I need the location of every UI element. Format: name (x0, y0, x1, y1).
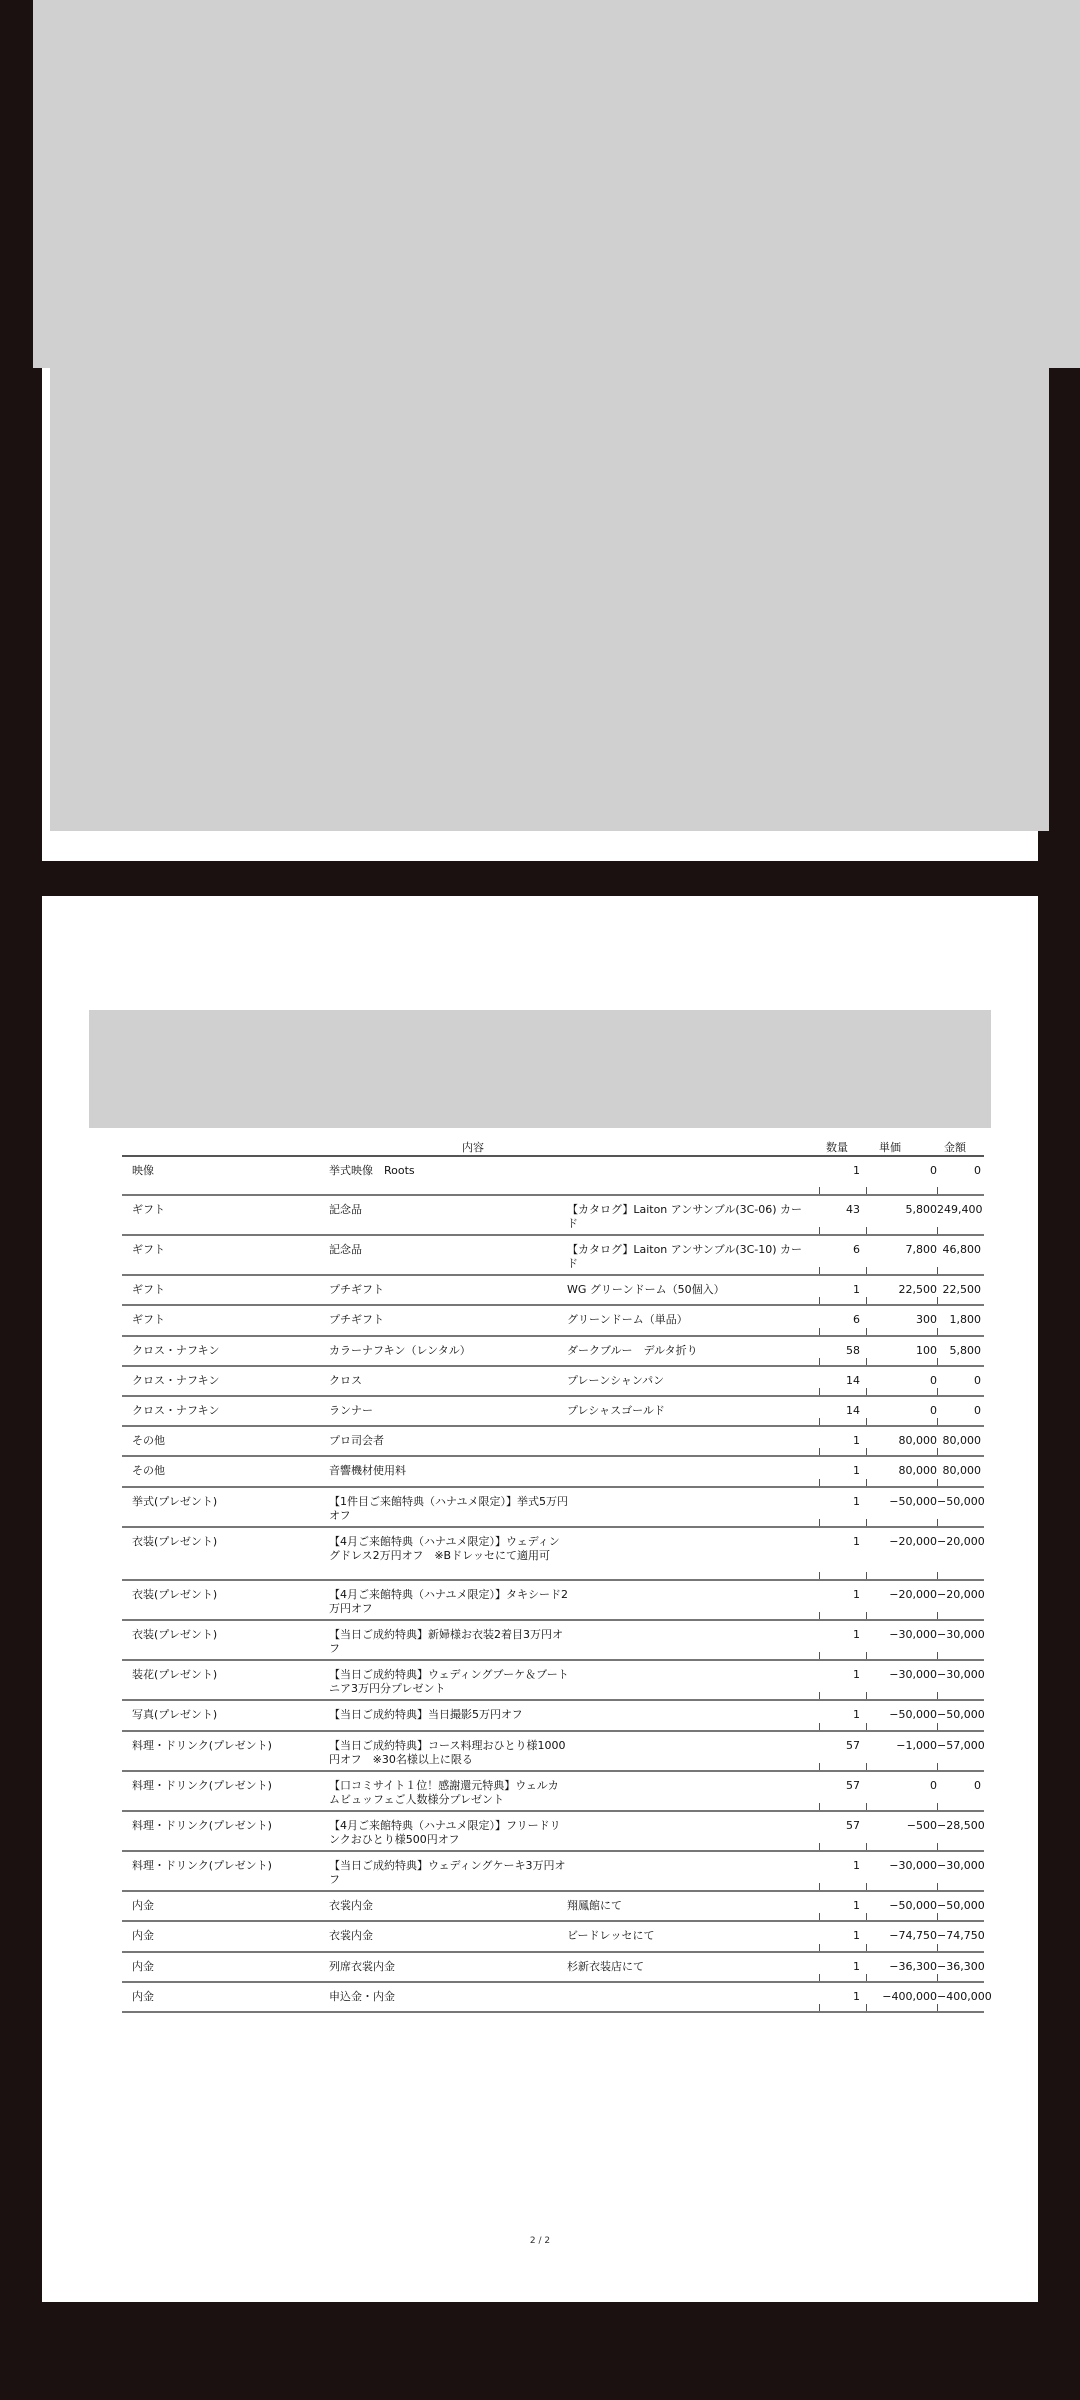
row-unit-price: 80,000 (898, 1434, 937, 1447)
row-amount: 46,800 (942, 1243, 981, 1256)
page-2 (42, 896, 1038, 2302)
column-divider-tick (866, 1652, 867, 1659)
row-unit-price: −30,000 (889, 1668, 937, 1681)
row-category: 衣装(プレゼント) (132, 1628, 218, 1641)
row-quantity: 1 (853, 1434, 860, 1447)
column-divider-tick (866, 1913, 867, 1920)
column-divider-tick (866, 1723, 867, 1730)
row-item: 衣裳内金 (329, 1929, 373, 1942)
column-divider-tick (866, 1297, 867, 1304)
column-divider-tick (866, 1358, 867, 1365)
row-category: ギフト (132, 1283, 165, 1296)
row-amount: 249,400 (937, 1203, 983, 1216)
row-category: クロス・ナフキン (132, 1404, 220, 1417)
row-category: ギフト (132, 1313, 165, 1326)
header-unit-price: 単価 (879, 1141, 901, 1154)
column-divider-tick (819, 1388, 820, 1395)
row-unit-price: −500 (906, 1819, 937, 1832)
row-amount: −50,000 (937, 1708, 985, 1721)
row-item: カラーナフキン（レンタル） (329, 1344, 471, 1357)
row-quantity: 1 (853, 1668, 860, 1681)
row-category: ギフト (132, 1243, 165, 1256)
column-divider-tick (937, 1358, 938, 1365)
row-detail: プレーンシャンパン (567, 1374, 665, 1387)
column-divider-tick (937, 1803, 938, 1810)
row-item: 衣裳内金 (329, 1899, 373, 1912)
column-divider-tick (937, 1479, 938, 1486)
row-item: 【1件目ご来館特典（ハナユメ限定）】挙式5万円オフ (329, 1495, 569, 1522)
row-unit-price: 100 (916, 1344, 937, 1357)
row-item: 音響機材使用料 (329, 1464, 406, 1477)
header-qty: 数量 (826, 1141, 848, 1154)
row-unit-price: −30,000 (889, 1628, 937, 1641)
table-row (122, 1397, 984, 1427)
row-item: 【当日ご成約特典】ウェディングケーキ3万円オフ (329, 1859, 566, 1886)
column-divider-tick (866, 1612, 867, 1619)
column-divider-tick (866, 1883, 867, 1890)
column-divider-tick (819, 1974, 820, 1981)
column-divider-tick (819, 1297, 820, 1304)
row-amount: −74,750 (937, 1929, 985, 1942)
row-item: 【当日ご成約特典】コース料理おひとり様1000円オフ ※30名様以上に限る (329, 1739, 566, 1766)
column-divider-tick (937, 1519, 938, 1526)
table-row (122, 1488, 984, 1528)
column-divider-tick (937, 1572, 938, 1579)
row-unit-price: −30,000 (889, 1859, 937, 1872)
row-detail: ビードレッセにて (567, 1929, 655, 1942)
column-divider-tick (819, 1944, 820, 1951)
column-divider-tick (866, 1944, 867, 1951)
redacted-block-middle (50, 368, 1049, 831)
row-quantity: 1 (853, 1990, 860, 2003)
row-amount: 0 (974, 1374, 981, 1387)
row-unit-price: −36,300 (889, 1960, 937, 1973)
row-quantity: 43 (846, 1203, 860, 1216)
table-row (122, 1812, 984, 1852)
table-row (122, 1276, 984, 1306)
row-quantity: 1 (853, 1464, 860, 1477)
row-item: 挙式映像 Roots (329, 1164, 415, 1177)
row-item: 列席衣裳内金 (329, 1960, 395, 1973)
table-header (122, 1137, 984, 1157)
row-category: 料理・ドリンク(プレゼント) (132, 1859, 272, 1872)
row-category: 衣装(プレゼント) (132, 1588, 218, 1601)
row-unit-price: 300 (916, 1313, 937, 1326)
row-category: 写真(プレゼント) (132, 1708, 218, 1721)
row-detail: 翔鳳館にて (567, 1899, 622, 1912)
row-category: 内金 (132, 1899, 154, 1912)
row-amount: −50,000 (937, 1495, 985, 1508)
row-category: 料理・ドリンク(プレゼント) (132, 1819, 272, 1832)
row-unit-price: 7,800 (905, 1243, 937, 1256)
row-unit-price: −400,000 (882, 1990, 937, 2003)
column-divider-tick (819, 1358, 820, 1365)
row-unit-price: −74,750 (889, 1929, 937, 1942)
table-row (122, 1852, 984, 1892)
row-quantity: 1 (853, 1535, 860, 1548)
row-item: 【当日ご成約特典】新婦様お衣装2着目3万円オフ (329, 1628, 563, 1655)
row-amount: 80,000 (942, 1434, 981, 1447)
column-divider-tick (819, 1227, 820, 1234)
row-unit-price: −20,000 (889, 1588, 937, 1601)
table-row (122, 1953, 984, 1983)
row-unit-price: 0 (930, 1779, 937, 1792)
row-item: 【4月ご来館特典（ハナユメ限定）】フリードリンクおひとり様500円オフ (329, 1819, 561, 1846)
row-detail: 杉新衣装店にて (567, 1960, 644, 1973)
row-amount: 22,500 (942, 1283, 981, 1296)
row-item: 記念品 (329, 1243, 362, 1256)
table-row (122, 1367, 984, 1397)
column-divider-tick (819, 1572, 820, 1579)
column-divider-tick (937, 1448, 938, 1455)
column-divider-tick (937, 1723, 938, 1730)
row-quantity: 57 (846, 1819, 860, 1832)
row-detail: WG グリーンドーム（50個入） (567, 1283, 725, 1296)
table-body (122, 1157, 992, 2013)
row-unit-price: −1,000 (896, 1739, 937, 1752)
row-item: 【4月ご来館特典（ハナユメ限定）】ウェディングドレス2万円オフ ※Bドレッセにて適用可 (329, 1535, 560, 1562)
row-quantity: 1 (853, 1708, 860, 1721)
column-divider-tick (937, 1883, 938, 1890)
row-category: 内金 (132, 1929, 154, 1942)
row-category: クロス・ナフキン (132, 1344, 220, 1357)
column-divider-tick (866, 1843, 867, 1850)
row-category: クロス・ナフキン (132, 1374, 220, 1387)
row-unit-price: −50,000 (889, 1708, 937, 1721)
column-divider-tick (866, 1328, 867, 1335)
row-amount: −36,300 (937, 1960, 985, 1973)
row-amount: 0 (974, 1779, 981, 1792)
row-item: 申込金・内金 (329, 1990, 395, 2003)
column-divider-tick (937, 1843, 938, 1850)
row-category: 装花(プレゼント) (132, 1668, 218, 1681)
row-unit-price: 80,000 (898, 1464, 937, 1477)
column-divider-tick (937, 1267, 938, 1274)
row-amount: −20,000 (937, 1588, 985, 1601)
table-row (122, 1661, 984, 1701)
row-amount: −28,500 (937, 1819, 985, 1832)
row-item: クロス (329, 1374, 362, 1387)
column-divider-tick (819, 1723, 820, 1730)
column-divider-tick (819, 1328, 820, 1335)
table-row (122, 1772, 984, 1812)
row-quantity: 14 (846, 1404, 860, 1417)
row-quantity: 6 (853, 1243, 860, 1256)
column-divider-tick (866, 1692, 867, 1699)
column-divider-tick (866, 1388, 867, 1395)
column-divider-tick (937, 1227, 938, 1234)
column-divider-tick (819, 1803, 820, 1810)
row-detail: グリーンドーム（単品） (567, 1313, 688, 1326)
row-category: その他 (132, 1464, 165, 1477)
redacted-header-block (89, 1010, 991, 1128)
row-item: ランナー (329, 1404, 373, 1417)
column-divider-tick (937, 1913, 938, 1920)
row-quantity: 1 (853, 1960, 860, 1973)
row-category: 衣装(プレゼント) (132, 1535, 218, 1548)
row-amount: −57,000 (937, 1739, 985, 1752)
row-category: ギフト (132, 1203, 165, 1216)
row-amount: −30,000 (937, 1628, 985, 1641)
column-divider-tick (937, 1763, 938, 1770)
column-divider-tick (819, 1843, 820, 1850)
row-quantity: 1 (853, 1495, 860, 1508)
column-divider-tick (937, 1612, 938, 1619)
column-divider-tick (819, 1883, 820, 1890)
table-row (122, 1892, 984, 1922)
row-category: 映像 (132, 1164, 154, 1177)
row-quantity: 1 (853, 1929, 860, 1942)
row-unit-price: −20,000 (889, 1535, 937, 1548)
page-number: 2 / 2 (529, 2236, 551, 2246)
invoice-table (122, 1137, 992, 2013)
column-divider-tick (819, 1418, 820, 1425)
table-row (122, 1701, 984, 1732)
column-divider-tick (866, 1267, 867, 1274)
column-divider-tick (866, 1763, 867, 1770)
column-divider-tick (866, 1227, 867, 1234)
column-divider-tick (937, 1974, 938, 1981)
row-amount: −20,000 (937, 1535, 985, 1548)
row-amount: −30,000 (937, 1859, 985, 1872)
row-item: プロ司会者 (329, 1434, 384, 1447)
column-divider-tick (866, 1418, 867, 1425)
column-divider-tick (819, 1187, 820, 1194)
column-divider-tick (819, 1652, 820, 1659)
row-amount: 0 (974, 1404, 981, 1417)
table-row (122, 1922, 984, 1953)
row-unit-price: 0 (930, 1404, 937, 1417)
row-quantity: 1 (853, 1588, 860, 1601)
row-quantity: 57 (846, 1779, 860, 1792)
column-divider-tick (937, 1187, 938, 1194)
column-divider-tick (819, 1692, 820, 1699)
row-unit-price: 0 (930, 1164, 937, 1177)
row-item: 記念品 (329, 1203, 362, 1216)
table-row (122, 1581, 984, 1621)
table-row (122, 1732, 984, 1772)
column-divider-tick (819, 1448, 820, 1455)
row-item: プチギフト (329, 1283, 384, 1296)
row-category: 料理・ドリンク(プレゼント) (132, 1739, 272, 1752)
row-amount: 80,000 (942, 1464, 981, 1477)
row-detail: 【カタログ】Laiton アンサンブル(3C-06) カード (567, 1203, 803, 1230)
row-item: 【4月ご来館特典（ハナユメ限定）】タキシード2万円オフ (329, 1588, 568, 1615)
table-row (122, 1457, 984, 1488)
table-row (122, 1528, 984, 1581)
header-content: 内容 (462, 1141, 484, 1154)
table-row (122, 1196, 984, 1236)
row-quantity: 1 (853, 1899, 860, 1912)
column-divider-tick (866, 1572, 867, 1579)
header-amount: 金額 (944, 1141, 966, 1154)
row-quantity: 1 (853, 1164, 860, 1177)
column-divider-tick (819, 1913, 820, 1920)
table-row (122, 1236, 984, 1276)
column-divider-tick (937, 1692, 938, 1699)
column-divider-tick (937, 1328, 938, 1335)
column-divider-tick (866, 1974, 867, 1981)
column-divider-tick (937, 1388, 938, 1395)
row-quantity: 58 (846, 1344, 860, 1357)
row-category: その他 (132, 1434, 165, 1447)
table-row (122, 1983, 992, 2013)
row-item: 【当日ご成約特典】当日撮影5万円オフ (329, 1708, 523, 1721)
column-divider-tick (866, 1519, 867, 1526)
row-quantity: 6 (853, 1313, 860, 1326)
row-item: 【口コミサイト１位！感謝還元特典】ウェルカムビュッフェご人数様分プレゼント (329, 1779, 559, 1806)
row-amount: −400,000 (937, 1990, 992, 2003)
row-item: プチギフト (329, 1313, 384, 1326)
column-divider-tick (819, 1519, 820, 1526)
row-amount: −30,000 (937, 1668, 985, 1681)
row-category: 料理・ドリンク(プレゼント) (132, 1779, 272, 1792)
column-divider-tick (866, 2004, 867, 2011)
column-divider-tick (866, 1448, 867, 1455)
column-divider-tick (866, 1803, 867, 1810)
row-unit-price: 0 (930, 1374, 937, 1387)
row-amount: −50,000 (937, 1899, 985, 1912)
row-quantity: 1 (853, 1859, 860, 1872)
column-divider-tick (819, 1763, 820, 1770)
row-amount: 1,800 (949, 1313, 981, 1326)
column-divider-tick (866, 1479, 867, 1486)
row-quantity: 57 (846, 1739, 860, 1752)
row-quantity: 1 (853, 1628, 860, 1641)
column-divider-tick (819, 2004, 820, 2011)
row-category: 挙式(プレゼント) (132, 1495, 218, 1508)
row-detail: 【カタログ】Laiton アンサンブル(3C-10) カード (567, 1243, 803, 1270)
column-divider-tick (937, 2004, 938, 2011)
row-item: 【当日ご成約特典】ウェディングブーケ＆ブートニア3万円分プレゼント (329, 1668, 569, 1695)
column-divider-tick (819, 1612, 820, 1619)
column-divider-tick (937, 1944, 938, 1951)
row-detail: プレシャスゴールド (567, 1404, 665, 1417)
row-unit-price: 5,800 (905, 1203, 937, 1216)
column-divider-tick (937, 1297, 938, 1304)
table-row (122, 1157, 984, 1196)
table-row (122, 1306, 984, 1337)
row-unit-price: 22,500 (898, 1283, 937, 1296)
column-divider-tick (819, 1267, 820, 1274)
column-divider-tick (819, 1479, 820, 1486)
table-row (122, 1621, 984, 1661)
row-detail: ダークブルー デルタ折り (567, 1344, 698, 1357)
table-row (122, 1337, 984, 1367)
row-category: 内金 (132, 1960, 154, 1973)
column-divider-tick (937, 1652, 938, 1659)
row-quantity: 1 (853, 1283, 860, 1296)
row-amount: 5,800 (949, 1344, 981, 1357)
row-unit-price: −50,000 (889, 1495, 937, 1508)
row-amount: 0 (974, 1164, 981, 1177)
column-divider-tick (937, 1418, 938, 1425)
redacted-block-top (33, 0, 1080, 368)
column-divider-tick (866, 1187, 867, 1194)
row-category: 内金 (132, 1990, 154, 2003)
row-unit-price: −50,000 (889, 1899, 937, 1912)
row-quantity: 14 (846, 1374, 860, 1387)
table-row (122, 1427, 984, 1457)
